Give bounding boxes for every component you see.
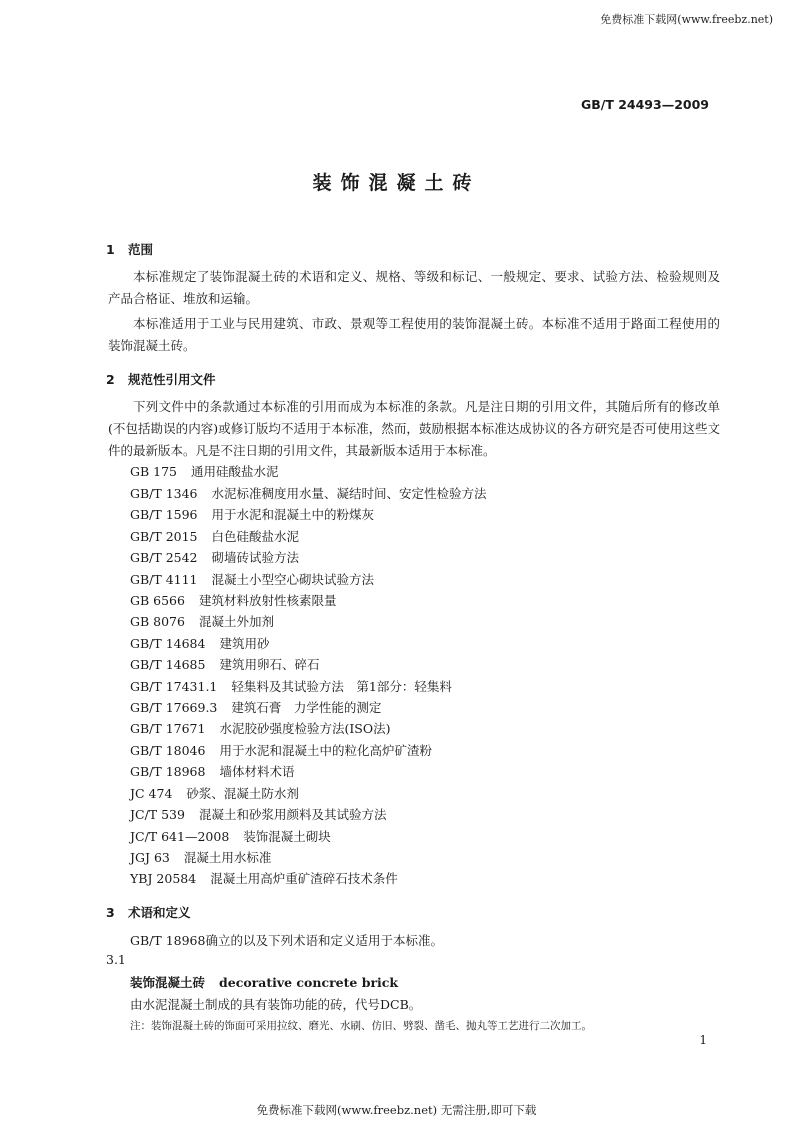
reference-code: GB/T 1346 — [130, 486, 198, 501]
reference-code: JC/T 539 — [130, 807, 185, 822]
reference-title: 建筑用卵石、碎石 — [219, 657, 320, 672]
reference-title: 墙体材料术语 — [219, 764, 295, 779]
reference-item — [130, 655, 319, 673]
reference-code: GB/T 18968 — [130, 764, 206, 779]
reference-code: JGJ 63 — [130, 850, 170, 865]
reference-item — [130, 762, 294, 780]
reference-title: 混凝土小型空心砌块试验方法 — [211, 572, 375, 587]
footer-watermark: 免费标准下载网(www.freebz.net) 无需注册,即可下载 — [256, 1103, 537, 1117]
reference-title: 混凝土和砂浆用颜料及其试验方法 — [198, 807, 387, 822]
reference-item — [130, 827, 331, 845]
reference-item — [130, 527, 299, 545]
standard-code: GB/T 24493—2009 — [580, 97, 709, 112]
reference-title: 建筑用砂 — [219, 636, 270, 651]
reference-title: 用于水泥和混凝土中的粒化高炉矿渣粉 — [219, 743, 432, 758]
reference-title: 装饰混凝土砌块 — [243, 829, 331, 844]
term-definition: 由水泥混凝土制成的具有装饰功能的砖，代号DCB。 — [130, 997, 422, 1012]
reference-code: GB/T 4111 — [130, 572, 198, 587]
reference-title: 建筑材料放射性核素限量 — [198, 593, 337, 608]
reference-code: GB/T 18046 — [130, 743, 206, 758]
page-number: 1 — [699, 1033, 707, 1047]
header-watermark: 免费标准下载网(www.freebz.net) — [600, 13, 773, 26]
reference-title: 白色硅酸盐水泥 — [211, 529, 300, 544]
reference-title: 砂浆、混凝土防水剂 — [186, 786, 299, 801]
reference-code: YBJ 20584 — [130, 871, 197, 886]
term-chinese: 装饰混凝土砖 — [130, 975, 206, 990]
paragraph: 本标准适用于工业与民用建筑、市政、景观等工程使用的装饰混凝土砖。本标准不适用于路面工程使用的装饰混凝土砖。 — [108, 316, 720, 353]
section-title: 范围 — [128, 242, 154, 257]
reference-item — [130, 698, 381, 716]
section-title: 规范性引用文件 — [128, 372, 216, 387]
reference-code: GB/T 14684 — [130, 636, 206, 651]
reference-code: GB 6566 — [130, 593, 185, 608]
term-note: 注：装饰混凝土砖的饰面可采用拉纹、磨光、水刷、仿旧、劈裂、凿毛、抛丸等工艺进行二次加工。 — [130, 1020, 592, 1032]
reference-title: 砌墙砖试验方法 — [211, 550, 300, 565]
term-entry — [130, 973, 398, 991]
reference-item — [130, 548, 299, 566]
paragraph: 本标准规定了装饰混凝土砖的术语和定义、规格、等级和标记、一般规定、要求、试验方法、检验规则及产品合格证、堆放和运输。 — [108, 269, 720, 306]
reference-title: 轻集料及其试验方法 第1部分：轻集料 — [231, 679, 452, 694]
paragraph: 下列文件中的条款通过本标准的引用而成为本标准的条款。凡是注日期的引用文件，其随后所有的修改单(不包括勘误的内容)或修订版均不适用于本标准，然而，鼓励根据本标准达成协议的各方研究是否可使用这些文件的最新版本。凡是不注日期的引用文件，其最新版本适用于本标准。 — [108, 399, 720, 458]
reference-title: 建筑石膏 力学性能的测定 — [231, 700, 382, 715]
section-number: 2 — [106, 372, 115, 387]
reference-code: GB/T 2015 — [130, 529, 198, 544]
reference-title: 混凝土外加剂 — [198, 614, 274, 629]
reference-code: GB/T 17669.3 — [130, 700, 218, 715]
reference-code: GB/T 1596 — [130, 507, 198, 522]
subsection-number: 3.1 — [106, 952, 126, 967]
term-english: decorative concrete brick — [219, 975, 399, 990]
reference-title: 通用硅酸盐水泥 — [191, 464, 279, 479]
reference-item — [130, 612, 274, 630]
document-title: 装饰混凝土砖 — [312, 172, 481, 194]
reference-item — [130, 805, 386, 823]
reference-item — [130, 505, 374, 523]
section-intro: GB/T 18968确立的以及下列术语和定义适用于本标准。 — [130, 933, 443, 948]
reference-item — [130, 462, 279, 480]
reference-title: 水泥胶砂强度检验方法(ISO法) — [219, 721, 391, 736]
reference-title: 水泥标准稠度用水量、凝结时间、安定性检验方法 — [211, 486, 487, 501]
reference-item — [130, 869, 398, 887]
section-title: 术语和定义 — [128, 905, 191, 920]
section-3-heading — [106, 903, 191, 921]
reference-code: JC 474 — [130, 786, 173, 801]
reference-title: 用于水泥和混凝土中的粉煤灰 — [211, 507, 375, 522]
reference-item — [130, 784, 299, 802]
section-1-heading — [106, 240, 153, 258]
reference-item — [130, 719, 390, 737]
reference-code: GB/T 14685 — [130, 657, 206, 672]
reference-code: GB/T 2542 — [130, 550, 198, 565]
reference-item — [130, 634, 269, 652]
reference-item — [130, 848, 271, 866]
reference-item — [130, 591, 336, 609]
reference-item — [130, 677, 452, 695]
reference-item — [130, 741, 432, 759]
section-number: 1 — [106, 242, 115, 257]
reference-code: GB/T 17671 — [130, 721, 206, 736]
reference-code: GB 8076 — [130, 614, 185, 629]
reference-code: GB 175 — [130, 464, 178, 479]
reference-title: 混凝土用水标准 — [183, 850, 272, 865]
reference-code: JC/T 641—2008 — [130, 829, 230, 844]
section-number: 3 — [106, 905, 115, 920]
reference-title: 混凝土用高炉重矿渣碎石技术条件 — [210, 871, 398, 886]
reference-item — [130, 570, 374, 588]
section-2-heading — [106, 370, 216, 388]
reference-item — [130, 484, 487, 502]
reference-code: GB/T 17431.1 — [130, 679, 218, 694]
